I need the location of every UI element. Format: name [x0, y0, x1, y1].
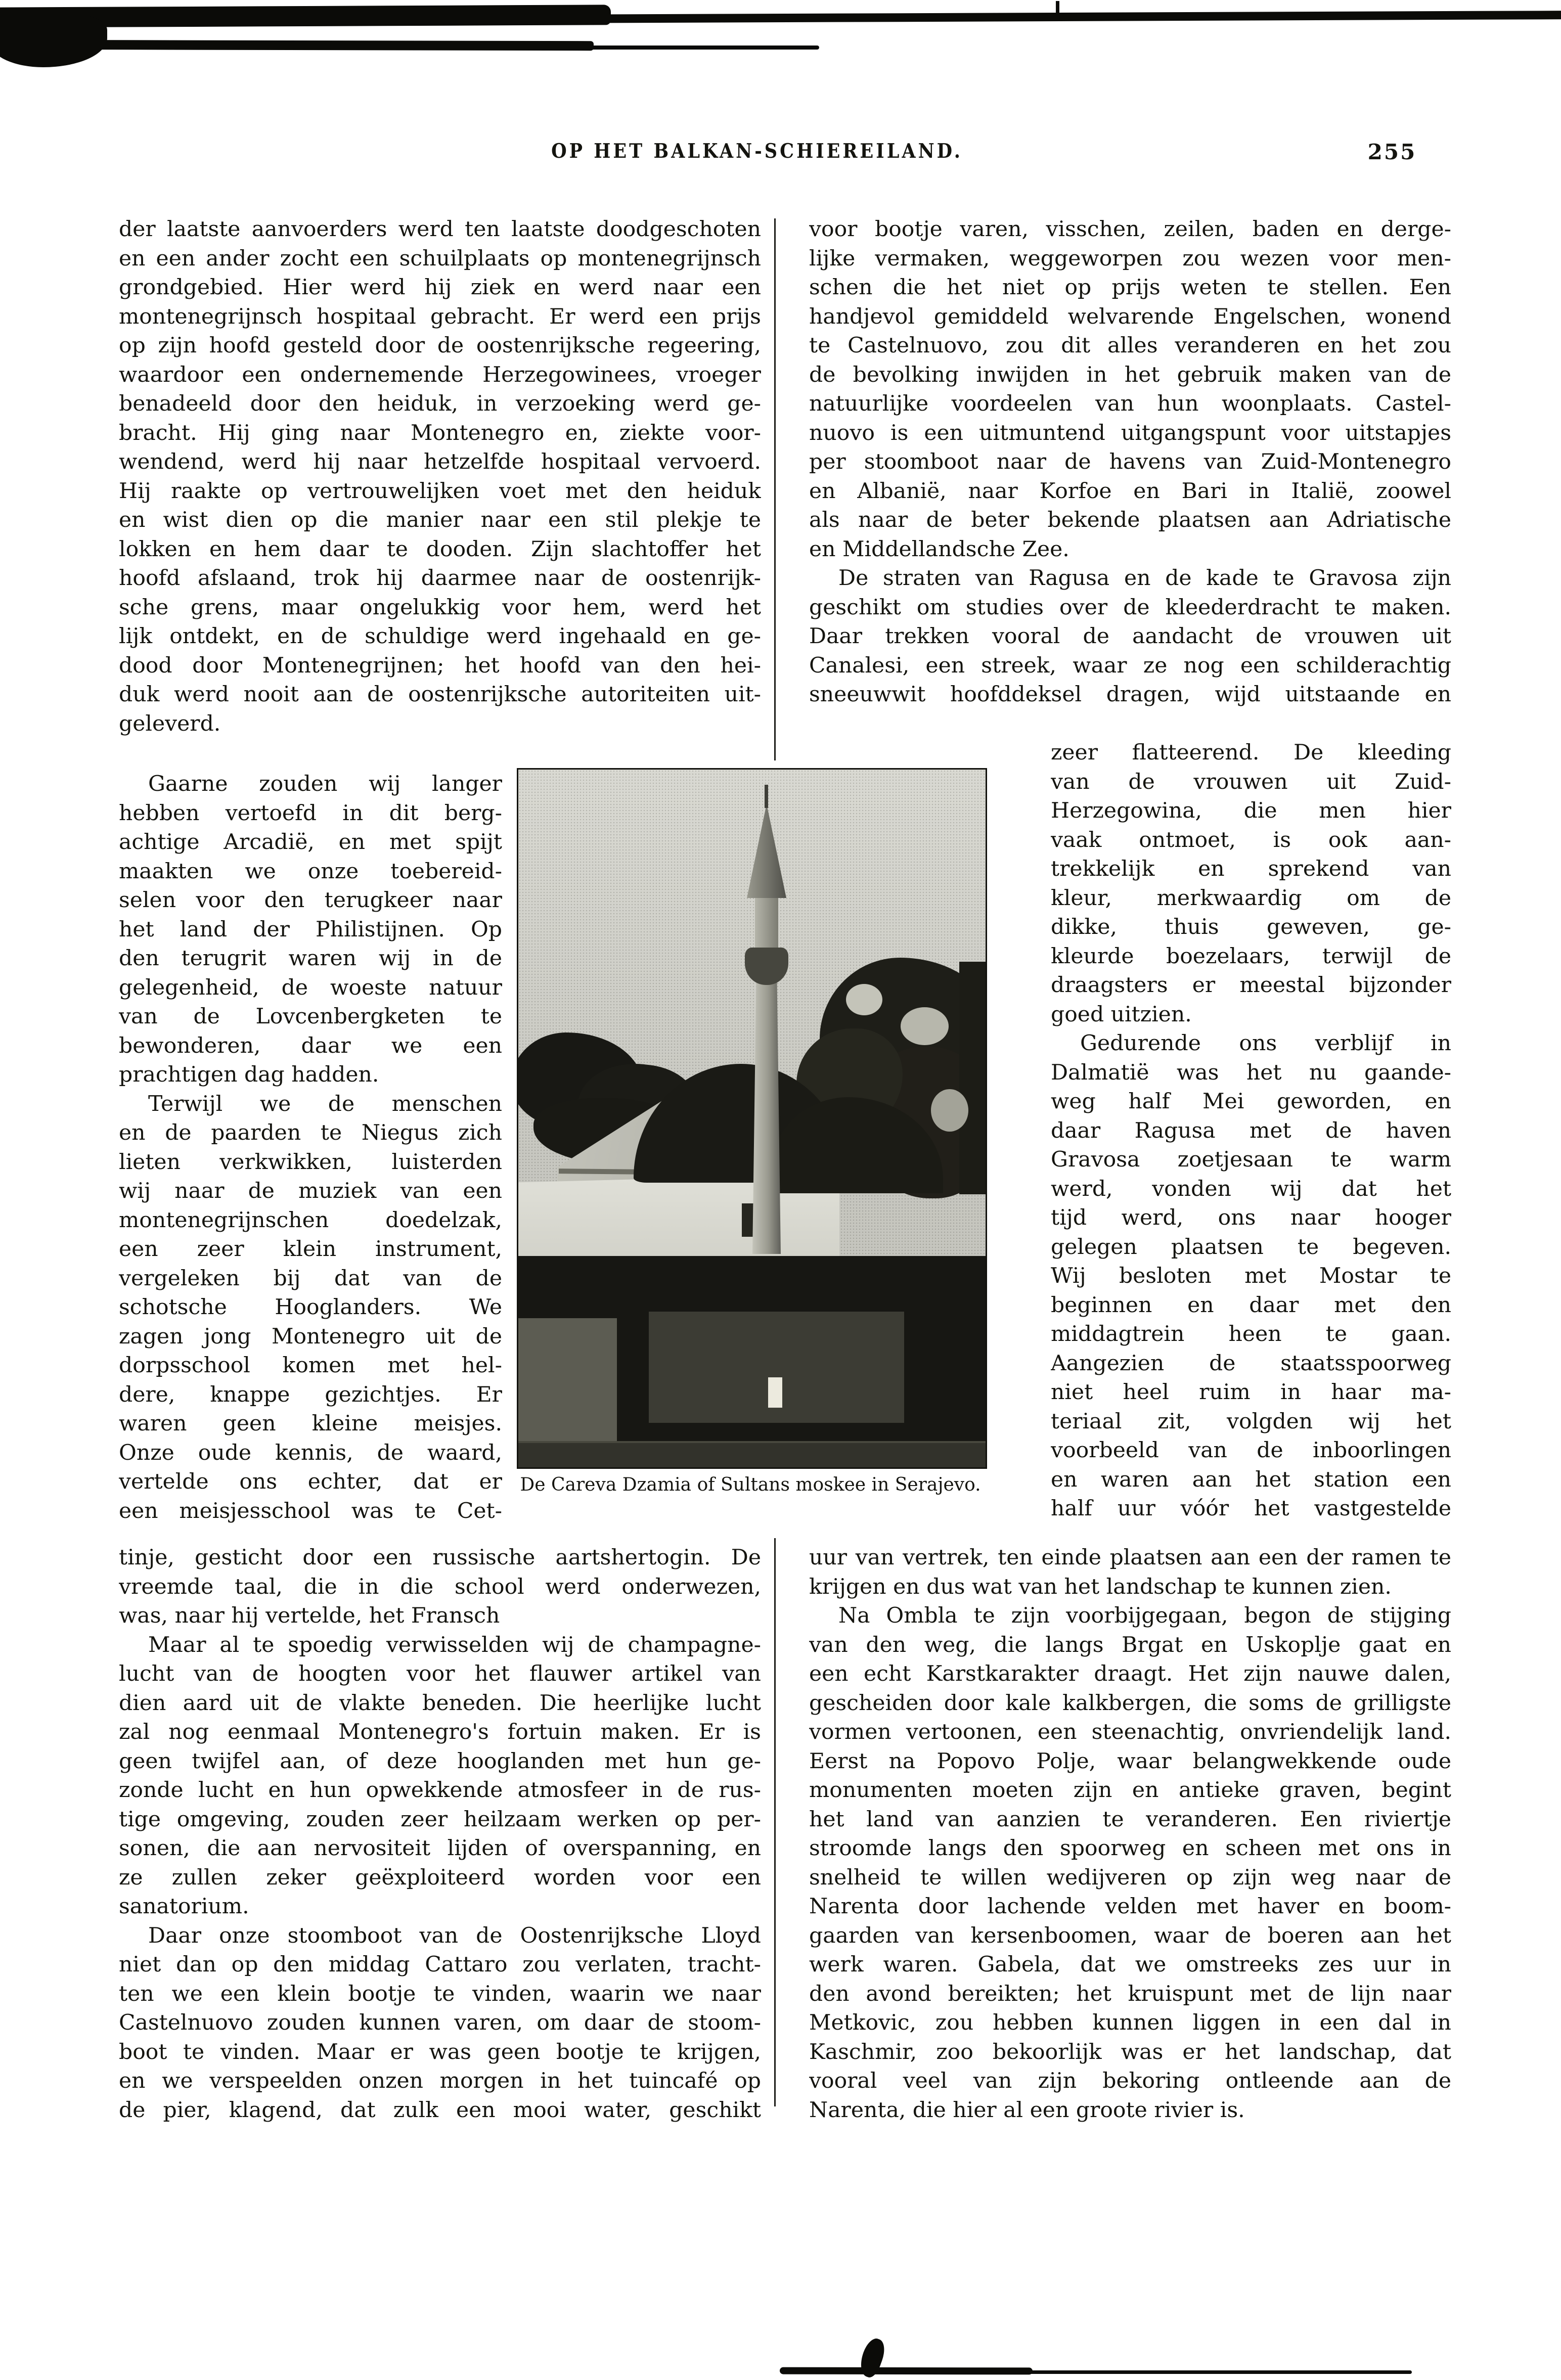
- text-line: gelegenheid, de woeste natuur: [119, 975, 502, 1000]
- text-line: was, naar hij vertelde, het Fransch: [119, 1603, 500, 1628]
- text-line: dikke, thuis geweven, ge-: [1051, 915, 1451, 939]
- column-divider-upper: [774, 218, 776, 760]
- text-line: Canalesi, een streek, waar ze nog een schilderachtig: [809, 653, 1451, 678]
- text-line: benadeeld door den heiduk, in verzoeking werd ge-: [119, 391, 761, 416]
- text-line: zagen jong Montenegro uit de: [119, 1324, 502, 1349]
- text-line: per stoomboot naar de havens van Zuid-Montenegro: [809, 450, 1451, 474]
- foliage-light-gap: [931, 1089, 968, 1132]
- text-line: de pier, klagend, dat zulk een mooi water, geschikt: [119, 2097, 761, 2123]
- text-line: hebben vertoefd in dit berg-: [119, 800, 502, 826]
- text-line: zonde lucht en hun opwekkende atmosfeer in de rus-: [119, 1778, 761, 1803]
- mosque-photo: [517, 768, 987, 1469]
- text-line: uur van vertrek, ten einde plaatsen aan een der ramen te: [809, 1545, 1451, 1570]
- page-title: OP HET BALKAN-SCHIEREILAND.: [551, 140, 963, 163]
- text-line: waardoor een ondernemende Herzegowinees, vroeger: [119, 362, 761, 387]
- text-line: den terugrit waren wij in de: [119, 946, 502, 971]
- text-line: lucht van de hoogten voor het flauwer artikel van: [119, 1661, 761, 1686]
- text-line: bewonderen, daar we een: [119, 1033, 502, 1058]
- text-line: draagsters er meestal bijzonder: [1051, 973, 1451, 998]
- text-line: van de vrouwen uit Zuid-: [1051, 769, 1451, 794]
- text-line: Gedurende ons verblijf in: [1080, 1031, 1451, 1056]
- text-line: grondgebied. Hier werd hij ziek en werd naar een: [119, 275, 761, 300]
- text-line: en we verspeelden onzen morgen in het tuincafé op: [119, 2069, 761, 2093]
- text-line: krijgen en dus wat van het landschap te kunnen zien.: [809, 1574, 1392, 1599]
- left-column-bottom: [119, 1543, 761, 2125]
- foliage-light-gap: [846, 984, 882, 1015]
- text-line: op zijn hoofd gesteld door de oostenrijksche regeering,: [119, 333, 761, 358]
- text-line: montenegrijnsch hospitaal gebracht. Er werd een prijs: [119, 304, 761, 329]
- text-line: monumenten moeten zijn en antieke graven, begint: [809, 1778, 1451, 1803]
- text-line: werd, vonden wij dat het: [1051, 1176, 1451, 1201]
- text-line: snelheid te willen wedijveren op zijn weg naar de: [809, 1865, 1451, 1890]
- text-line: schen die het niet op prijs weten te stellen. Een: [809, 275, 1451, 300]
- text-line: te Castelnuovo, zou dit alles veranderen en het zou: [809, 333, 1451, 358]
- text-line: dere, knappe gezichtjes. Er: [119, 1382, 502, 1407]
- text-line: tijd werd, ons naar hooger: [1051, 1205, 1451, 1230]
- text-line: Na Ombla te zijn voorbijgegaan, begon de stijging: [838, 1603, 1451, 1628]
- text-line: niet dan op den middag Cattaro zou verlaten, tracht-: [119, 1952, 761, 1977]
- text-line: Metkovic, zou hebben kunnen liggen in een dal in: [809, 2010, 1451, 2035]
- text-line: beginnen en daar met den: [1051, 1292, 1451, 1318]
- text-line: werk waren. Gabela, dat we omstreeks zes uur in: [809, 1952, 1451, 1977]
- text-line: zal nog eenmaal Montenegro's fortuin maken. Er is: [119, 1720, 761, 1744]
- text-line: Hij raakte op vertrouwelijken voet met den heiduk: [119, 478, 761, 504]
- text-line: sche grens, maar ongelukkig voor hem, werd het: [119, 595, 761, 620]
- text-line: van den weg, die langs Brgat en Uskoplje gaat en: [809, 1632, 1451, 1657]
- text-line: duk werd nooit aan de oostenrijksche autoriteiten uit-: [119, 682, 761, 707]
- foliage-light-gap: [901, 1007, 949, 1045]
- page-number: 255: [1367, 140, 1417, 164]
- right-column-bottom: [809, 1543, 1451, 2125]
- text-line: Gravosa zoetjesaan te warm: [1051, 1147, 1451, 1172]
- text-line: geleverd.: [119, 711, 221, 736]
- text-line: tige omgeving, zouden zeer heilzaam werken op per-: [119, 1807, 761, 1832]
- minaret-finial: [765, 785, 768, 808]
- text-line: bracht. Hij ging naar Montenegro en, ziekte voor-: [119, 420, 761, 445]
- text-line: en Middellandsche Zee.: [809, 536, 1069, 562]
- ground-strip: [518, 1441, 986, 1469]
- text-line: vertelde ons echter, dat er: [119, 1469, 502, 1494]
- text-line: het land van aanzien te veranderen. Een riviertje: [809, 1807, 1451, 1832]
- text-line: Gaarne zouden wij langer: [148, 772, 502, 796]
- text-line: de bevolking inwijden in het gebruik maken van de: [809, 362, 1451, 387]
- text-line: Narenta door lachende velden met haver en boom-: [809, 1894, 1451, 1919]
- text-line: selen voor den terugkeer naar: [119, 888, 502, 913]
- text-line: vergeleken bij dat van de: [119, 1266, 502, 1291]
- text-line: sonen, die aan nervositeit lijden of overspanning, en: [119, 1836, 761, 1861]
- text-line: prachtigen dag hadden.: [119, 1062, 379, 1087]
- text-line: vreemde taal, die in die school werd onderwezen,: [119, 1574, 761, 1599]
- text-line: zeer flatteerend. De kleeding: [1051, 740, 1451, 765]
- text-line: en Albanië, naar Korfoe en Bari in Italië, zoowel: [809, 478, 1451, 504]
- text-line: het land der Philistijnen. Op: [119, 917, 502, 942]
- minaret-cone-roof: [747, 804, 786, 898]
- text-line: Daar onze stoomboot van de Oostenrijksche Lloyd: [148, 1923, 761, 1948]
- photo-caption: De Careva Dzamia of Sultans moskee in Serajevo.: [520, 1474, 981, 1495]
- text-line: lijke vermaken, weggeworpen zou wezen voor men-: [809, 246, 1451, 271]
- text-line: De straten van Ragusa en de kade te Gravosa zijn: [838, 566, 1451, 591]
- text-line: Eerst na Popovo Polje, waar belangwekkende oude: [809, 1748, 1451, 1774]
- text-line: en een ander zocht een schuilplaats op montenegrijnsch: [119, 246, 761, 271]
- text-line: half uur vóór het vastgestelde: [1051, 1496, 1451, 1521]
- text-line: geschikt om studies over de kleederdracht te maken.: [809, 595, 1451, 620]
- text-line: niet heel ruim in haar ma-: [1051, 1380, 1451, 1405]
- text-line: wendend, werd hij naar hetzelfde hospitaal vervoerd.: [119, 450, 761, 474]
- text-line: Wij besloten met Mostar te: [1051, 1264, 1451, 1288]
- text-line: en de paarden te Niegus zich: [119, 1120, 502, 1145]
- text-line: lokken en hem daar te dooden. Zijn slachtoffer het: [119, 536, 761, 562]
- text-line: als naar de beter bekende plaatsen aan Adriatische: [809, 508, 1451, 532]
- text-line: lieten verkwikken, luisterden: [119, 1149, 502, 1175]
- text-line: stroomde langs den spoorweg en scheen met ons in: [809, 1836, 1451, 1861]
- minaret-shaft: [752, 968, 781, 1254]
- text-line: gaarden van kersenboomen, waar de boeren aan het: [809, 1923, 1451, 1948]
- text-line: en wist dien op die manier naar een stil plekje te: [119, 508, 761, 532]
- text-line: Dalmatië was het nu gaande-: [1051, 1060, 1451, 1085]
- text-line: voorbeeld van de inboorlingen: [1051, 1438, 1451, 1463]
- text-line: montenegrijnschen doedelzak,: [119, 1207, 502, 1233]
- text-line: ten we een klein bootje te vinden, waarin we naar: [119, 1981, 761, 2006]
- text-line: Herzegowina, die men hier: [1051, 798, 1451, 823]
- text-line: weg half Mei geworden, en: [1051, 1089, 1451, 1114]
- text-line: Onze oude kennis, de waard,: [119, 1440, 502, 1465]
- text-line: Maar al te spoedig verwisselden wij de champagne-: [148, 1632, 761, 1657]
- text-line: middagtrein heen te gaan.: [1051, 1322, 1451, 1346]
- text-line: ze zullen zeker geëxploiteerd worden voor een: [119, 1865, 761, 1890]
- text-line: kleurde boezelaars, terwijl de: [1051, 944, 1451, 969]
- text-line: lijk ontdekt, en de schuldige werd ingehaald en ge-: [119, 624, 761, 649]
- right-column-narrow: [1051, 738, 1451, 1523]
- text-line: der laatste aanvoerders werd ten laatste doodgeschoten: [119, 217, 761, 242]
- text-line: schotsche Hooglanders. We: [119, 1295, 502, 1320]
- text-line: gelegen plaatsen te begeven.: [1051, 1234, 1451, 1260]
- minaret-balcony: [745, 948, 788, 985]
- text-line: achtige Arcadië, en met spijt: [119, 830, 502, 855]
- text-line: een echt Karstkarakter draagt. Het zijn nauwe dalen,: [809, 1661, 1451, 1686]
- text-line: handjevol gemiddeld welvarende Engelschen, wonend: [809, 304, 1451, 329]
- text-line: vooral veel van zijn bekoring ontleende aan de: [809, 2069, 1451, 2093]
- text-line: sanatorium.: [119, 1894, 249, 1919]
- text-line: tinje, gesticht door een russische aartshertogin. De: [119, 1545, 761, 1570]
- text-line: dood door Montenegrijnen; het hoofd van den hei-: [119, 653, 761, 678]
- scan-smudge-top-tail: [582, 46, 819, 50]
- text-line: voor bootje varen, visschen, zeilen, baden en derge-: [809, 217, 1451, 242]
- text-line: wij naar de muziek van een: [119, 1179, 502, 1203]
- text-line: natuurlijke voordeelen van hun woonplaats. Castel-: [809, 391, 1451, 416]
- text-line: maakten we onze toebereid-: [119, 859, 502, 884]
- text-line: dorpsschool komen met hel-: [119, 1353, 502, 1378]
- text-line: hoofd afslaand, trok hij daarmee naar de oostenrijk-: [119, 566, 761, 591]
- scan-tick-top-center: [1056, 1, 1059, 14]
- scan-blob-top-left-corner: [0, 14, 107, 67]
- text-line: goed uitzien.: [1051, 1002, 1192, 1027]
- scan-smudge-bottom: [780, 2367, 1033, 2375]
- text-line: kleur, merkwaardig om de: [1051, 885, 1451, 911]
- scan-smudge-bottom-thin: [1021, 2370, 1412, 2374]
- text-line: den avond bereikten; het kruispunt met de lijn naar: [809, 1981, 1451, 2006]
- text-line: nuovo is een uitmuntend uitgangspunt voor uitstapjes: [809, 420, 1451, 445]
- text-line: van de Lovcenbergketen te: [119, 1004, 502, 1029]
- text-line: en waren aan het station een: [1051, 1467, 1451, 1492]
- text-line: Aangezien de staatsspoorweg: [1051, 1351, 1451, 1376]
- text-line: trekkelijk en sprekend van: [1051, 857, 1451, 881]
- text-line: geen twijfel aan, of deze hooglanden met hun ge-: [119, 1748, 761, 1774]
- text-line: Kaschmir, zoo bekoorlijk was er het landschap, dat: [809, 2039, 1451, 2064]
- text-line: sneeuwwit hoofddeksel dragen, wijd uitstaande en: [809, 682, 1451, 707]
- text-line: boot te vinden. Maar er was geen bootje te krijgen,: [119, 2039, 761, 2064]
- text-line: vormen vertoonen, een steenachtig, onvriendelijk land.: [809, 1720, 1451, 1744]
- text-line: een zeer klein instrument,: [119, 1237, 502, 1262]
- right-column-top: [809, 215, 1451, 709]
- text-line: Narenta, die hier al een groote rivier is.: [809, 2097, 1245, 2123]
- text-line: dien aard uit de vlakte beneden. Die heerlijke lucht: [119, 1690, 761, 1716]
- text-line: een meisjesschool was te Cet-: [119, 1498, 502, 1523]
- column-divider-lower: [774, 1538, 776, 2106]
- text-line: daar Ragusa met de haven: [1051, 1118, 1451, 1143]
- text-line: teriaal zit, volgden wij het: [1051, 1409, 1451, 1434]
- text-line: vaak ontmoet, is ook aan-: [1051, 827, 1451, 852]
- left-column-narrow: [119, 770, 502, 1525]
- right-tree-foliage: [959, 962, 987, 1194]
- text-line: Terwijl we de menschen: [148, 1091, 502, 1116]
- text-line: Castelnuovo zouden kunnen varen, om daar de stoom-: [119, 2010, 761, 2035]
- text-line: gescheiden door kale kalkbergen, die soms de grilligste: [809, 1690, 1451, 1716]
- white-doorway: [768, 1377, 782, 1408]
- text-line: Daar trekken vooral de aandacht de vrouwen uit: [809, 624, 1451, 649]
- text-line: waren geen kleine meisjes.: [119, 1411, 502, 1436]
- left-column-top: [119, 215, 761, 738]
